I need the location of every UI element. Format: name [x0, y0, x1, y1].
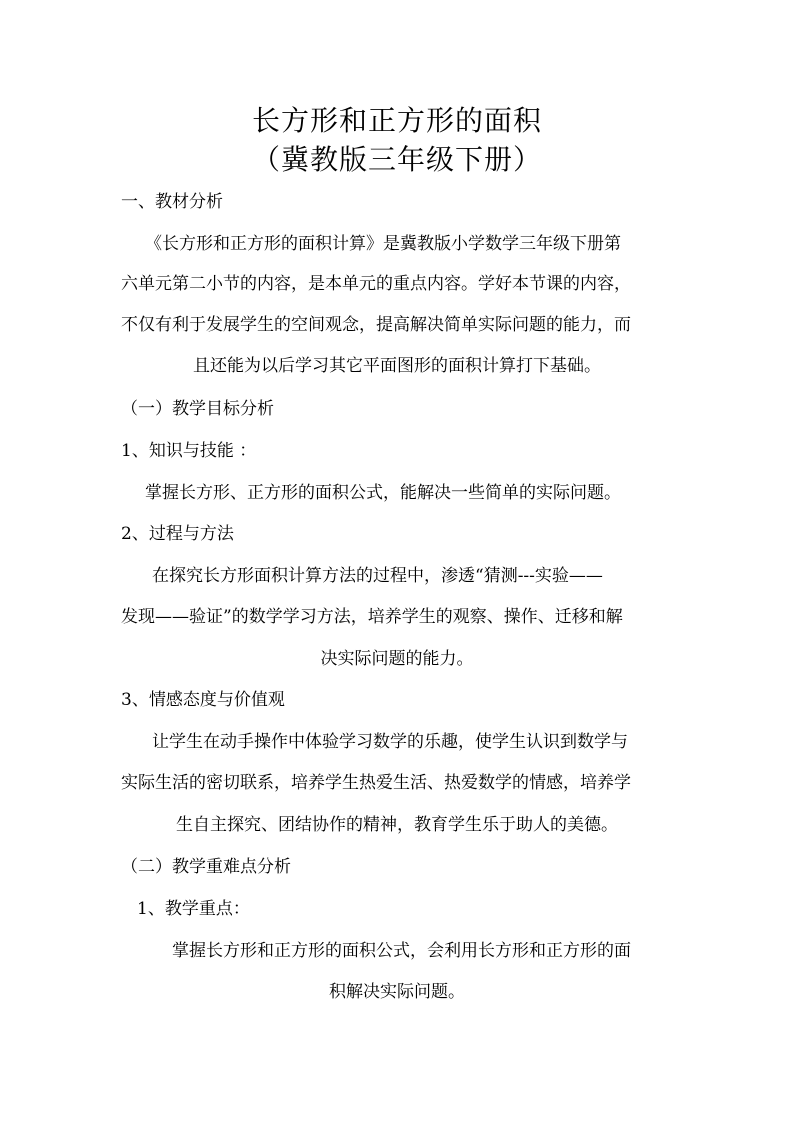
document-subtitle: （冀教版三年级下册）: [251, 143, 542, 176]
paragraph-line: 在探究长方形面积计算方法的过程中，渗透“猜测---实验——: [152, 566, 603, 586]
paragraph-line: 让学生在动手操作中体验学习数学的乐趣，使学生认识到数学与: [152, 732, 628, 752]
section-heading-objectives: （一）教学目标分析: [121, 399, 274, 419]
paragraph-line: 掌握长方形、正方形的面积公式，能解决一些简单的实际问题。: [145, 483, 621, 503]
paragraph-line: 掌握长方形和正方形的面积公式，会利用长方形和正方形的面: [172, 941, 631, 961]
paragraph-line: 积解决实际问题。: [329, 982, 465, 1002]
section-heading-key-difficult-points: （二）教学重难点分析: [121, 857, 291, 877]
subheading-attitude-values: 3、情感态度与价值观: [121, 690, 285, 710]
paragraph-line: 实际生活的密切联系，培养学生热爱生活、热爱数学的情感，培养学: [121, 773, 631, 793]
paragraph-line: 且还能为以后学习其它平面图形的面积计算打下基础。: [193, 356, 601, 376]
subheading-teaching-focus: 1、教学重点：: [137, 899, 250, 919]
paragraph-line: 六单元第二小节的内容，是本单元的重点内容。学好本节课的内容，: [121, 274, 631, 294]
paragraph-line: 不仅有利于发展学生的空间观念，提高解决简单实际问题的能力，而: [121, 315, 631, 335]
paragraph-line: 《长方形和正方形的面积计算》是冀教版小学数学三年级下册第: [145, 234, 621, 254]
subheading-knowledge-skills: 1、知识与技能 ：: [121, 441, 257, 461]
paragraph-line: 发现——验证”的数学学习方法，培养学生的观察、操作、迁移和解: [121, 607, 623, 627]
subheading-process-methods: 2、过程与方法: [121, 524, 234, 544]
paragraph-line: 决实际问题的能力。: [320, 649, 474, 669]
section-heading-textbook-analysis: 一、教材分析: [121, 192, 223, 212]
document-title: 长方形和正方形的面积: [251, 104, 542, 137]
paragraph-line: 生自主探究、团结协作的精神，教育学生乐于助人的美德。: [176, 815, 618, 835]
